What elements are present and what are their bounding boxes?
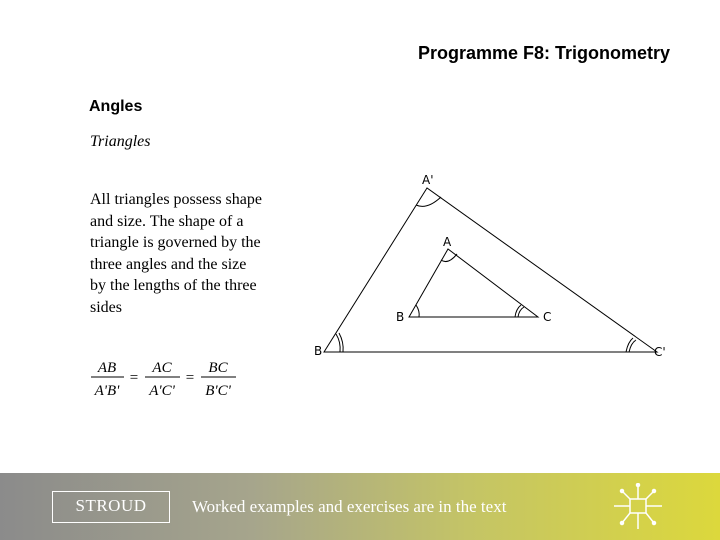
similarity-ratio-formula: [88, 355, 248, 405]
formula-numerator-ac: AC: [152, 360, 172, 376]
outer-triangle: [324, 188, 657, 352]
footer-note: Worked examples and exercises are in the text: [192, 497, 507, 516]
body-paragraph: All triangles possess shape and size. The shape of a triangle is governed by the three angles and the size by the lengths of the three sides: [90, 191, 262, 316]
vertex-label-outer-a: A': [422, 173, 434, 187]
vertex-label-inner-a: A: [443, 235, 452, 249]
vertex-label-outer-b: B: [314, 344, 323, 358]
navigation-compass-icon[interactable]: [612, 483, 664, 531]
angle-arc-inner-c2: [518, 307, 524, 317]
formula-denominator-bc: B'C': [205, 383, 231, 399]
angle-arc-outer-b: [336, 334, 340, 352]
vertex-label-inner-b: B: [396, 310, 405, 324]
vertex-label-outer-c: C': [654, 345, 666, 359]
formula-equals: =: [185, 370, 195, 386]
section-heading: Angles: [89, 98, 143, 115]
formula-denominator-ab: A'B': [94, 383, 120, 399]
formula-denominator-ac: A'C': [149, 383, 175, 399]
footer-bar: [0, 473, 720, 540]
formula-numerator-bc: BC: [208, 360, 228, 376]
angle-arc-outer-a: [416, 197, 441, 206]
stroud-logo: STROUD: [52, 491, 170, 523]
section-subheading: Triangles: [90, 133, 151, 150]
similar-triangles-diagram: [310, 168, 680, 363]
page-title: Programme F8: Trigonometry: [417, 43, 670, 63]
angle-arc-inner-b: [416, 305, 419, 317]
vertex-label-inner-c: C: [543, 310, 552, 324]
formula-numerator-ab: AB: [97, 360, 117, 376]
formula-equals: =: [129, 370, 139, 386]
